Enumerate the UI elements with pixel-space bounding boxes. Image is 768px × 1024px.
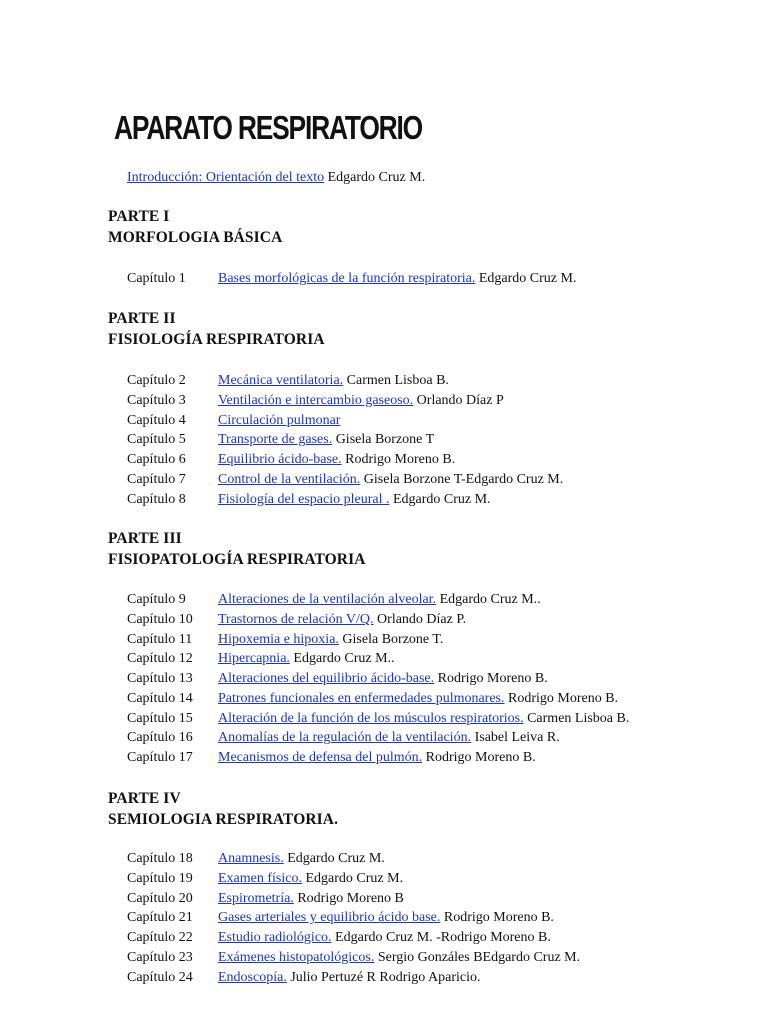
chapter-entry: [127, 728, 629, 748]
chapter-number: Capítulo 4: [127, 412, 186, 428]
part-3-name: FISIOPATOLOGÍA RESPIRATORIA: [108, 551, 366, 568]
chapter-number: Capítulo 8: [127, 491, 186, 507]
chapter-link[interactable]: Exámenes histopatológicos.: [218, 949, 375, 965]
chapter-author: Rodrigo Moreno B.: [341, 452, 456, 467]
chapter-number: Capítulo 3: [127, 392, 186, 408]
part-1-label: PARTE I: [108, 208, 170, 225]
part-2-label: PARTE II: [108, 310, 176, 327]
chapter-link[interactable]: Circulación pulmonar: [218, 412, 341, 428]
part-3-heading: [108, 528, 366, 570]
chapter-entry: [127, 889, 580, 909]
chapter-author: Gisela Borzone T: [332, 432, 435, 448]
chapter-link[interactable]: Ventilación e intercambio gaseoso.: [218, 392, 414, 408]
document-title: APARATO RESPIRATORIO: [114, 109, 422, 146]
chapter-number: Capítulo 22: [127, 930, 193, 945]
part-4-name: SEMIOLOGIA RESPIRATORIA.: [108, 811, 339, 828]
chapter-link[interactable]: Anamnesis.: [218, 851, 284, 866]
part-1-chapter-list: [127, 269, 576, 289]
part-2-chapter-list: [127, 371, 563, 509]
chapter-number: Capítulo 9: [127, 592, 186, 607]
chapter-number: Capítulo 11: [127, 631, 193, 647]
chapter-author: Orlando Díaz P: [413, 392, 504, 408]
chapter-number: Capítulo 23: [127, 949, 193, 965]
chapter-author: Edgardo Cruz M.: [475, 271, 577, 286]
chapter-number: Capítulo 20: [127, 890, 193, 906]
part-4-heading: [108, 788, 338, 830]
chapter-number: Capítulo 18: [127, 851, 193, 866]
chapter-link[interactable]: Hipercapnia.: [218, 651, 290, 667]
chapter-link[interactable]: Transporte de gases.: [218, 432, 333, 448]
chapter-link[interactable]: Gases arteriales y equilibrio ácido base.: [218, 910, 441, 926]
chapter-number: Capítulo 13: [127, 671, 193, 686]
chapter-entry: [127, 450, 563, 470]
chapter-number: Capítulo 16: [127, 730, 193, 746]
chapter-author: Edgardo Cruz M..: [289, 651, 395, 667]
part-1-heading: [108, 206, 282, 248]
part-2-heading: [108, 308, 325, 350]
chapter-author: Rodrigo Moreno B.: [440, 910, 554, 926]
chapter-author: Rodrigo Moreno B.: [434, 671, 548, 686]
chapter-entry: [127, 709, 629, 729]
chapter-author: Sergio Gonzáles BEdgardo Cruz M.: [374, 949, 581, 965]
chapter-entry: [127, 269, 576, 289]
chapter-link[interactable]: Alteraciones del equilibrio ácido-base.: [218, 671, 435, 686]
chapter-link[interactable]: Alteración de la función de los músculos respiratorios.: [218, 710, 524, 726]
chapter-entry: [127, 948, 580, 968]
chapter-number: Capítulo 2: [127, 373, 186, 388]
chapter-author: Edgardo Cruz M.: [301, 870, 404, 886]
chapter-link[interactable]: Control de la ventilación.: [218, 471, 361, 487]
chapter-entry: [127, 649, 629, 669]
chapter-number: Capítulo 15: [127, 710, 193, 726]
chapter-entry: [127, 669, 629, 689]
chapter-entry: [127, 869, 580, 889]
chapter-entry: [127, 928, 580, 948]
chapter-number: Capítulo 14: [127, 690, 193, 706]
chapter-link[interactable]: Espirometría.: [218, 890, 294, 906]
chapter-link[interactable]: Alteraciones de la ventilación alveolar.: [218, 592, 437, 607]
chapter-author: Edgardo Cruz M.: [283, 851, 385, 866]
chapter-entry: [127, 748, 629, 768]
chapter-author: Julio Pertuzé R Rodrigo Aparicio.: [286, 969, 481, 985]
intro-link[interactable]: Introducción: Orientación del texto: [127, 170, 325, 185]
intro-entry: [127, 168, 425, 187]
chapter-entry: [127, 391, 563, 411]
part-3-label: PARTE III: [108, 530, 182, 547]
part-1-name: MORFOLOGIA BÁSICA: [108, 229, 283, 246]
chapter-number: Capítulo 19: [127, 870, 193, 886]
chapter-author: Rodrigo Moreno B: [293, 890, 404, 906]
chapter-author: Carmen Lisboa B.: [343, 373, 449, 388]
chapter-link[interactable]: Mecánica ventilatoria.: [218, 373, 344, 388]
chapter-number: Capítulo 10: [127, 611, 193, 627]
chapter-number: Capítulo 12: [127, 651, 193, 667]
chapter-link[interactable]: Fisiología del espacio pleural .: [218, 491, 390, 507]
chapter-link[interactable]: Trastornos de relación V/Q.: [218, 611, 374, 627]
chapter-entry: [127, 689, 629, 709]
chapter-link[interactable]: Endoscopía.: [218, 969, 287, 985]
chapter-author: Edgardo Cruz M..: [436, 592, 541, 607]
chapter-author: Edgardo Cruz M. -Rodrigo Moreno B.: [331, 930, 551, 945]
part-4-chapter-list: [127, 849, 580, 987]
chapter-link[interactable]: Estudio radiológico.: [218, 930, 332, 945]
chapter-link[interactable]: Bases morfológicas de la función respiratoria.: [218, 271, 476, 286]
chapter-entry: [127, 411, 563, 431]
chapter-author: Rodrigo Moreno B.: [504, 690, 619, 706]
part-4-label: PARTE IV: [108, 790, 181, 807]
chapter-entry: [127, 590, 629, 610]
intro-author: Edgardo Cruz M.: [324, 170, 426, 185]
chapter-entry: [127, 968, 580, 988]
chapter-link[interactable]: Equilibrio ácido-base.: [218, 452, 342, 467]
chapter-author: Edgardo Cruz M.: [389, 491, 491, 507]
chapter-number: Capítulo 21: [127, 910, 193, 926]
chapter-entry: [127, 849, 580, 869]
chapter-link[interactable]: Patrones funcionales en enfermedades pulmonares.: [218, 690, 505, 706]
chapter-entry: [127, 610, 629, 630]
chapter-link[interactable]: Hipoxemia e hipoxia.: [218, 631, 339, 647]
chapter-entry: [127, 490, 563, 510]
part-3-chapter-list: [127, 590, 629, 768]
chapter-number: Capítulo 6: [127, 452, 186, 467]
chapter-entry: [127, 630, 629, 650]
chapter-author: Isabel Leiva R.: [471, 730, 560, 746]
chapter-author: Carmen Lisboa B.: [523, 710, 630, 726]
chapter-author: Gisela Borzone T-Edgardo Cruz M.: [360, 471, 564, 487]
chapter-number: Capítulo 24: [127, 969, 193, 985]
chapter-link[interactable]: Examen físico.: [218, 870, 302, 886]
chapter-number: Capítulo 5: [127, 432, 186, 448]
chapter-entry: [127, 430, 563, 450]
chapter-author: Gisela Borzone T.: [338, 631, 444, 647]
chapter-entry: [127, 371, 563, 391]
part-2-name: FISIOLOGÍA RESPIRATORIA: [108, 331, 325, 348]
chapter-entry: [127, 908, 580, 928]
chapter-author: Orlando Díaz P.: [373, 611, 467, 627]
chapter-link[interactable]: Anomalías de la regulación de la ventilación.: [218, 730, 472, 746]
chapter-number: Capítulo 1: [127, 271, 186, 286]
chapter-link[interactable]: Mecanismos de defensa del pulmón.: [218, 750, 423, 765]
chapter-number: Capítulo 7: [127, 471, 186, 487]
chapter-entry: [127, 470, 563, 490]
chapter-number: Capítulo 17: [127, 750, 193, 765]
chapter-author: Rodrigo Moreno B.: [422, 750, 536, 765]
